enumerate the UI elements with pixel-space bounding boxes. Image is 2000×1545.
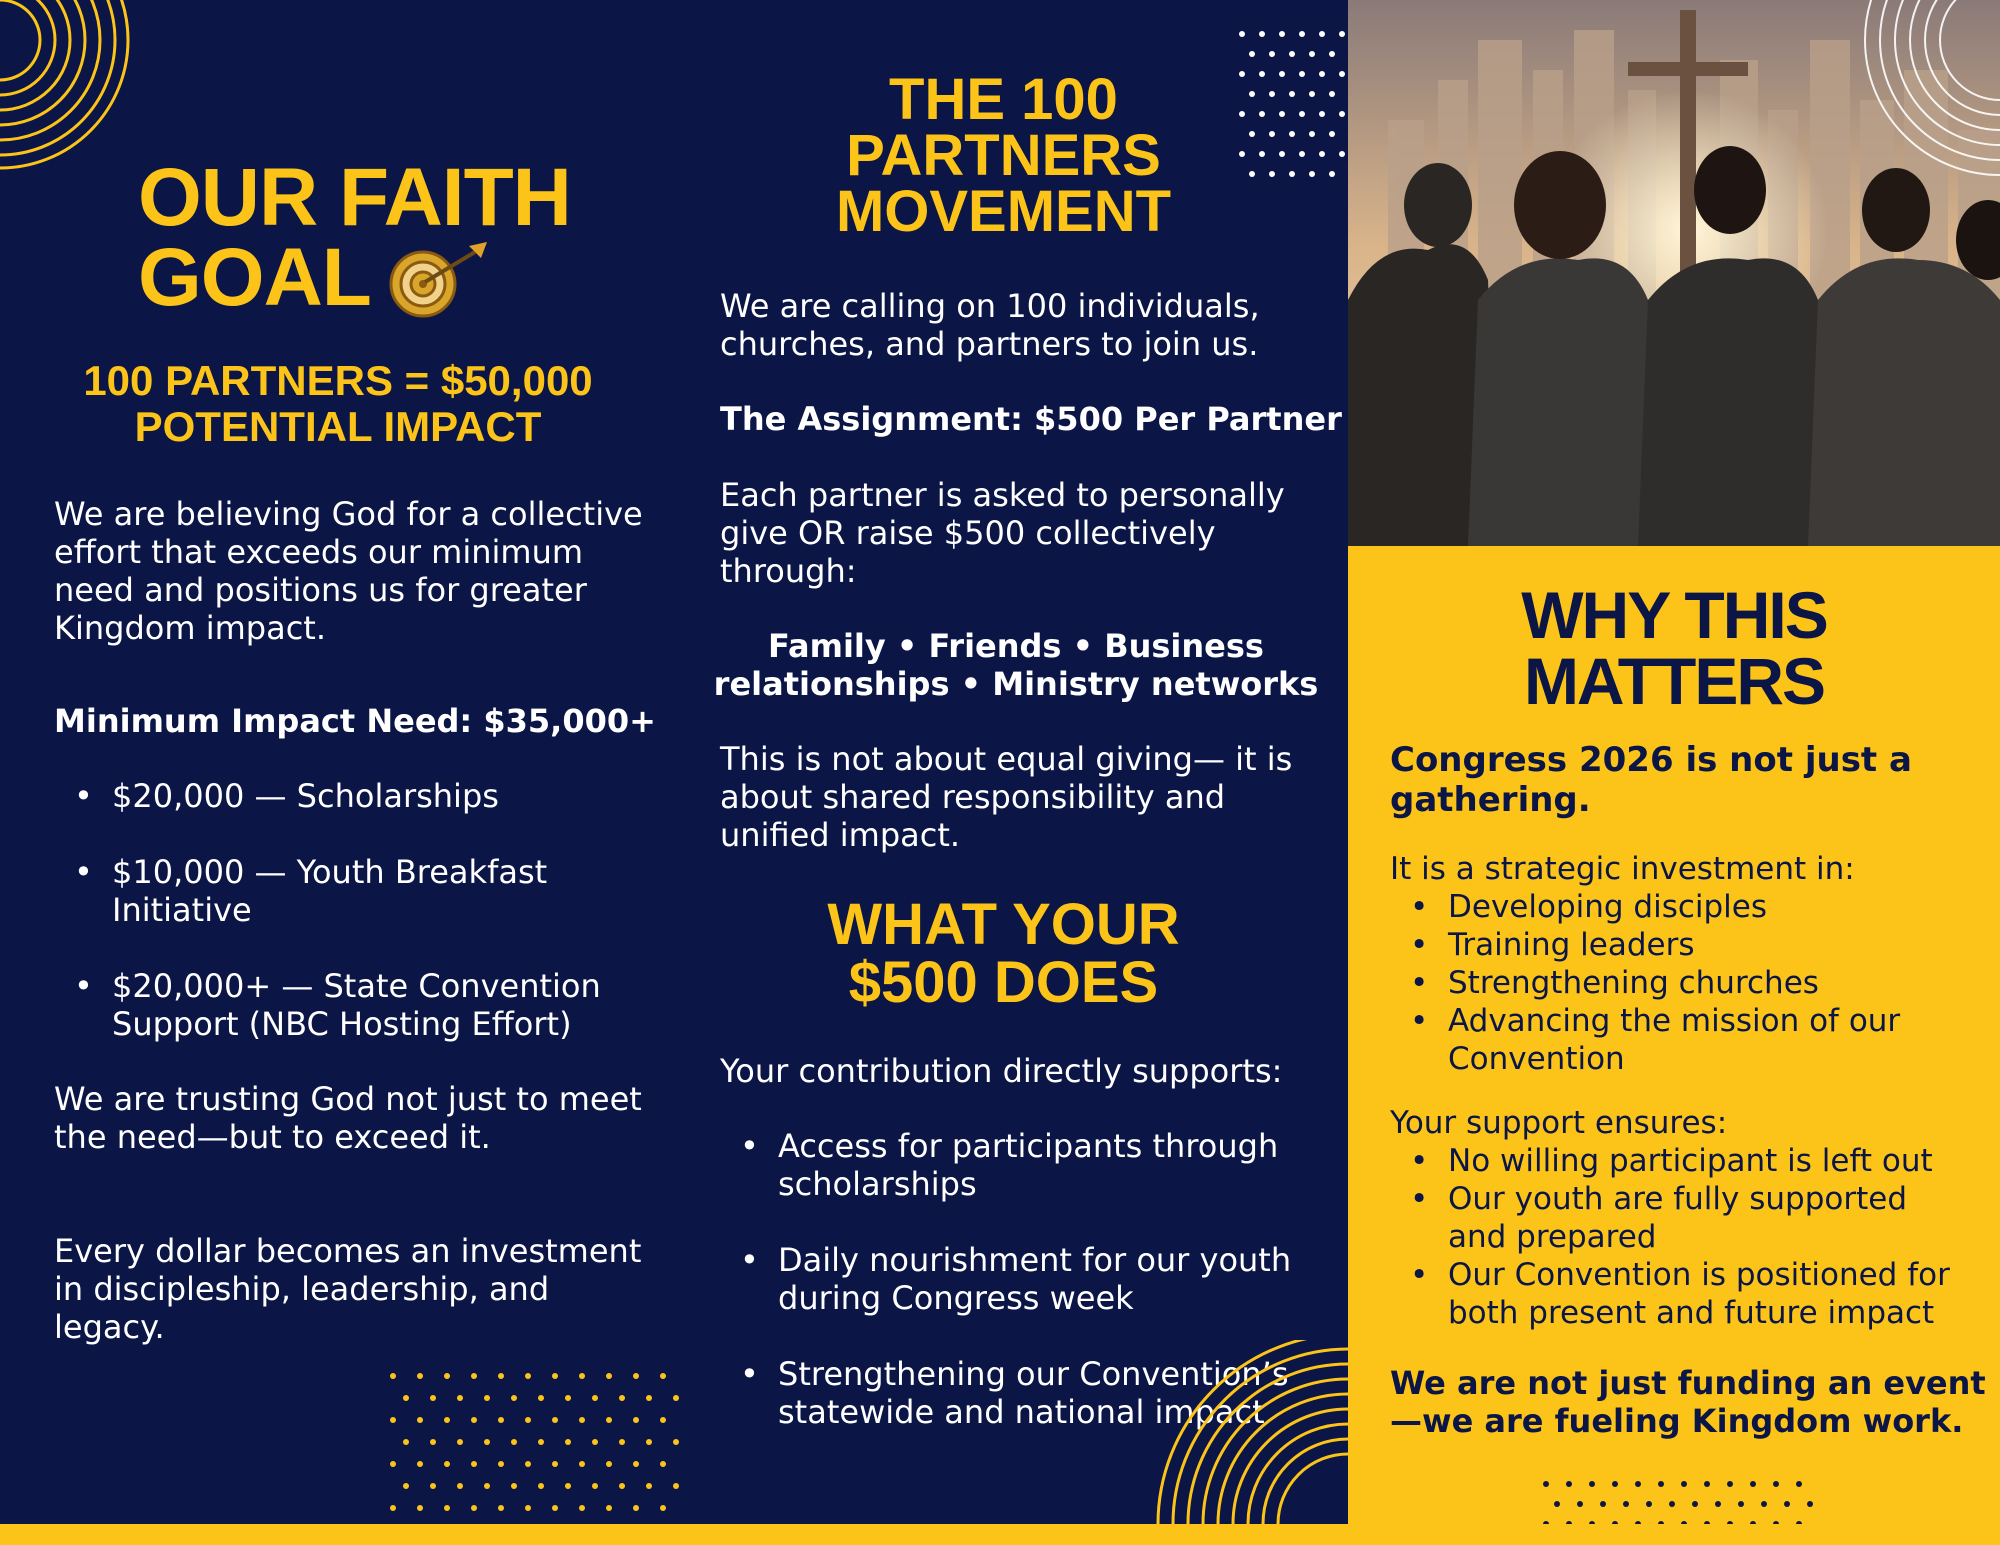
subtitle-line: 100 PARTNERS = $50,000	[83, 357, 593, 404]
item-line: • Daily nourishment for our youth	[778, 1241, 1292, 1279]
trust-line: the need—but to exceed it.	[54, 1118, 491, 1156]
title-line: MATTERS	[1523, 644, 1825, 718]
decorative-dot	[417, 1505, 423, 1511]
ensures-list	[1390, 1142, 2000, 1332]
group-embrace-photo	[1348, 0, 2000, 546]
decorative-dot	[1658, 1481, 1664, 1487]
lead-line: gathering.	[1390, 780, 1591, 820]
decorative-dot	[592, 1439, 598, 1445]
decorative-dot	[1589, 1481, 1595, 1487]
decorative-dot	[511, 1395, 517, 1401]
decorative-dot	[457, 1395, 463, 1401]
decorative-dot	[538, 1439, 544, 1445]
decorative-dot	[511, 1483, 517, 1489]
decorative-dot	[484, 1395, 490, 1401]
decorative-dot	[525, 1373, 531, 1379]
giving-channels	[696, 627, 1336, 703]
faith-goal-intro	[54, 495, 643, 647]
decorative-dot	[511, 1439, 517, 1445]
decorative-dot	[1704, 1481, 1710, 1487]
channels-line: relationships • Ministry networks	[713, 665, 1319, 703]
decorative-dot	[606, 1373, 612, 1379]
list-item	[1390, 888, 1990, 926]
decorative-dot	[1239, 31, 1245, 37]
item-line: • Advancing the mission of our	[1448, 1003, 1901, 1039]
decorative-dot	[619, 1483, 625, 1489]
closing-statement	[54, 1232, 641, 1346]
decorative-dot	[1807, 1501, 1813, 1507]
why-this-matters-title	[1348, 578, 2000, 718]
decorative-dot	[1279, 31, 1285, 37]
decorative-dot	[457, 1439, 463, 1445]
decorative-dot	[390, 1373, 396, 1379]
decorative-dot	[457, 1483, 463, 1489]
decorative-dot	[1796, 1481, 1802, 1487]
concentric-arcs-decoration	[0, 0, 130, 230]
faith-goal-panel	[0, 0, 676, 1524]
closing-line: in discipleship, leadership, and	[54, 1270, 550, 1308]
decorative-dot	[1692, 1501, 1698, 1507]
decorative-dot	[417, 1373, 423, 1379]
decorative-dot	[525, 1461, 531, 1467]
decorative-dot	[390, 1417, 396, 1423]
item-line: • No willing participant is left out	[1448, 1143, 1933, 1179]
decorative-dot	[1773, 1481, 1779, 1487]
decorative-dot	[552, 1505, 558, 1511]
decorative-dot	[484, 1483, 490, 1489]
closing-statement	[1390, 1364, 1986, 1440]
item-line: • $20,000+ — State Convention	[112, 967, 601, 1005]
decorative-dot	[633, 1505, 639, 1511]
decorative-dot	[579, 1461, 585, 1467]
decorative-dot	[403, 1483, 409, 1489]
title-line: PARTNERS	[846, 123, 1161, 188]
closing-line: legacy.	[54, 1308, 165, 1346]
decorative-dot	[430, 1483, 436, 1489]
decorative-dot	[1681, 1481, 1687, 1487]
intro-line: need and positions us for greater	[54, 571, 587, 609]
decorative-dot	[579, 1505, 585, 1511]
trust-statement	[54, 1080, 642, 1156]
assignment-heading: The Assignment: $500 Per Partner	[720, 400, 1342, 438]
closing-line: We are not just funding an event	[1390, 1364, 1986, 1402]
channels-line: Family • Friends • Business	[768, 627, 1264, 665]
what-your-500-does-title	[676, 892, 1331, 1015]
decorative-dot	[646, 1395, 652, 1401]
item-line: • Developing disciples	[1448, 889, 1768, 925]
trust-line: We are trusting God not just to meet	[54, 1080, 642, 1118]
ask-line: give OR raise $500 collectively	[720, 514, 1216, 552]
decorative-dot	[1761, 1501, 1767, 1507]
lead-statement	[1390, 740, 1912, 820]
decorative-dot	[1299, 31, 1305, 37]
list-item	[1390, 1180, 2000, 1256]
decorative-dot	[579, 1373, 585, 1379]
decorative-dot	[403, 1395, 409, 1401]
decorative-dot	[1727, 1481, 1733, 1487]
decorative-dot	[525, 1417, 531, 1423]
faith-goal-title	[138, 152, 571, 323]
equal-line: unified impact.	[720, 816, 961, 854]
title-line: WHY THIS	[1521, 578, 1827, 652]
decorative-dot	[1738, 1501, 1744, 1507]
list-item	[1390, 964, 1990, 1002]
decorative-dot	[1259, 31, 1265, 37]
decorative-dot	[1612, 1481, 1618, 1487]
decorative-dot	[619, 1395, 625, 1401]
decorative-dot	[444, 1505, 450, 1511]
decorative-dot	[633, 1373, 639, 1379]
decorative-dot	[1329, 51, 1335, 57]
target-bullseye-icon	[383, 238, 495, 318]
list-item	[54, 777, 654, 815]
decorative-dot	[552, 1461, 558, 1467]
list-item	[1390, 1002, 1990, 1078]
item-line: Convention	[1448, 1041, 1625, 1077]
decorative-dot	[1319, 31, 1325, 37]
need-breakdown-list	[54, 777, 654, 1043]
decorative-dot	[1339, 71, 1345, 77]
item-line: both present and future impact	[1448, 1295, 1935, 1331]
decorative-dot	[660, 1461, 666, 1467]
decorative-dot	[390, 1505, 396, 1511]
item-line: scholarships	[778, 1165, 977, 1203]
decorative-dot	[1543, 1481, 1549, 1487]
decorative-dot	[471, 1373, 477, 1379]
equal-line: about shared responsibility and	[720, 778, 1226, 816]
item-line: • Our Convention is positioned for	[1448, 1257, 1950, 1293]
item-line: and prepared	[1448, 1219, 1657, 1255]
item-line: Support (NBC Hosting Effort)	[112, 1005, 572, 1043]
decorative-dot	[660, 1373, 666, 1379]
lead-line: Congress 2026 is not just a	[1390, 740, 1912, 780]
decorative-dot	[1339, 111, 1345, 117]
item-line: • Access for participants through	[778, 1127, 1279, 1165]
item-line: • Our youth are fully supported	[1448, 1181, 1908, 1217]
list-item	[720, 1241, 1330, 1317]
title-line: WHAT YOUR	[827, 892, 1180, 957]
intro-line: We are believing God for a collective	[54, 495, 643, 533]
ensures-intro: Your support ensures:	[1390, 1105, 1728, 1141]
decorative-dot	[417, 1461, 423, 1467]
decorative-dot	[646, 1483, 652, 1489]
decorative-dot	[525, 1505, 531, 1511]
faith-goal-subtitle	[30, 358, 646, 450]
supports-intro: Your contribution directly supports:	[720, 1052, 1283, 1090]
equal-giving-text	[720, 740, 1292, 854]
decorative-dot	[633, 1417, 639, 1423]
ask-text	[720, 476, 1285, 590]
closing-line: Every dollar becomes an investment	[54, 1232, 642, 1270]
decorative-dot	[538, 1395, 544, 1401]
decorative-dot	[660, 1505, 666, 1511]
decorative-dot	[1635, 1481, 1641, 1487]
decorative-dot	[619, 1439, 625, 1445]
calling-line: churches, and partners to join us.	[720, 325, 1259, 363]
decorative-dot	[1600, 1501, 1606, 1507]
decorative-dot	[1784, 1501, 1790, 1507]
decorative-dot	[444, 1417, 450, 1423]
decorative-dot	[1554, 1501, 1560, 1507]
investment-list	[1390, 888, 1990, 1078]
decorative-dot	[484, 1439, 490, 1445]
item-line: • $10,000 — Youth Breakfast	[112, 853, 548, 891]
decorative-dot	[1623, 1501, 1629, 1507]
decorative-dot	[403, 1439, 409, 1445]
decorative-dot	[552, 1417, 558, 1423]
decorative-dot	[444, 1461, 450, 1467]
bottom-accent-bar	[0, 1524, 2000, 1545]
decorative-dot	[1646, 1501, 1652, 1507]
decorative-dot	[1750, 1481, 1756, 1487]
dot-grid-decoration	[385, 1368, 705, 1528]
decorative-dot	[498, 1417, 504, 1423]
title-line: $500 DOES	[848, 950, 1159, 1015]
subtitle-line: POTENTIAL IMPACT	[134, 403, 542, 450]
decorative-dot	[390, 1461, 396, 1467]
list-item	[1390, 1256, 2000, 1332]
why-this-matters-content	[1348, 546, 2000, 1545]
decorative-dot	[660, 1417, 666, 1423]
concentric-arcs-decoration	[1132, 1340, 1348, 1524]
decorative-dot	[606, 1461, 612, 1467]
decorative-dot	[471, 1461, 477, 1467]
title-line: MOVEMENT	[835, 179, 1172, 244]
why-this-matters-panel	[1348, 0, 2000, 1545]
decorative-dot	[633, 1461, 639, 1467]
list-item	[54, 853, 654, 929]
item-line: Initiative	[112, 891, 252, 929]
minimum-need: Minimum Impact Need: $35,000+	[54, 702, 656, 740]
decorative-dot	[565, 1483, 571, 1489]
closing-line: —we are fueling Kingdom work.	[1390, 1402, 1964, 1440]
decorative-dot	[552, 1373, 558, 1379]
decorative-dot	[606, 1417, 612, 1423]
decorative-dot	[430, 1439, 436, 1445]
decorative-dot	[498, 1461, 504, 1467]
decorative-dot	[538, 1483, 544, 1489]
decorative-dot	[1269, 51, 1275, 57]
calling-line: We are calling on 100 individuals,	[720, 287, 1260, 325]
decorative-dot	[471, 1505, 477, 1511]
item-line: • Strengthening churches	[1448, 965, 1819, 1001]
decorative-dot	[1339, 151, 1345, 157]
decorative-dot	[606, 1505, 612, 1511]
item-line: • $20,000 — Scholarships	[112, 777, 499, 815]
partners-movement-panel	[676, 0, 1348, 1524]
decorative-dot	[646, 1439, 652, 1445]
equal-line: This is not about equal giving— it is	[720, 740, 1293, 778]
investment-intro: It is a strategic investment in:	[1390, 851, 1855, 887]
list-item	[1390, 1142, 2000, 1180]
decorative-dot	[1669, 1501, 1675, 1507]
ask-line: through:	[720, 552, 857, 590]
list-item	[1390, 926, 1990, 964]
decorative-dot	[498, 1505, 504, 1511]
decorative-dot	[417, 1417, 423, 1423]
item-line: • Training leaders	[1448, 927, 1695, 963]
decorative-dot	[592, 1483, 598, 1489]
title-line: GOAL	[138, 232, 371, 323]
decorative-dot	[1249, 51, 1255, 57]
intro-line: Kingdom impact.	[54, 609, 326, 647]
item-line: statewide and national impact	[778, 1393, 1265, 1431]
decorative-dot	[498, 1373, 504, 1379]
decorative-dot	[565, 1395, 571, 1401]
decorative-dot	[579, 1417, 585, 1423]
ask-line: Each partner is asked to personally	[720, 476, 1285, 514]
item-line: • Strengthening our Convention’s	[778, 1355, 1289, 1393]
calling-text	[720, 287, 1260, 363]
decorative-dot	[565, 1439, 571, 1445]
title-line: THE 100	[889, 67, 1118, 132]
decorative-dot	[1715, 1501, 1721, 1507]
partners-movement-title	[676, 67, 1331, 244]
decorative-dot	[444, 1373, 450, 1379]
decorative-dot	[1309, 51, 1315, 57]
decorative-dot	[1577, 1501, 1583, 1507]
decorative-dot	[1566, 1481, 1572, 1487]
item-line: during Congress week	[778, 1279, 1134, 1317]
decorative-dot	[430, 1395, 436, 1401]
decorative-dot	[1289, 51, 1295, 57]
decorative-dot	[1339, 31, 1345, 37]
list-item	[720, 1127, 1330, 1203]
decorative-dot	[471, 1417, 477, 1423]
intro-line: effort that exceeds our minimum	[54, 533, 584, 571]
title-line: OUR FAITH	[138, 152, 571, 243]
decorative-dot	[592, 1395, 598, 1401]
list-item	[54, 967, 654, 1043]
